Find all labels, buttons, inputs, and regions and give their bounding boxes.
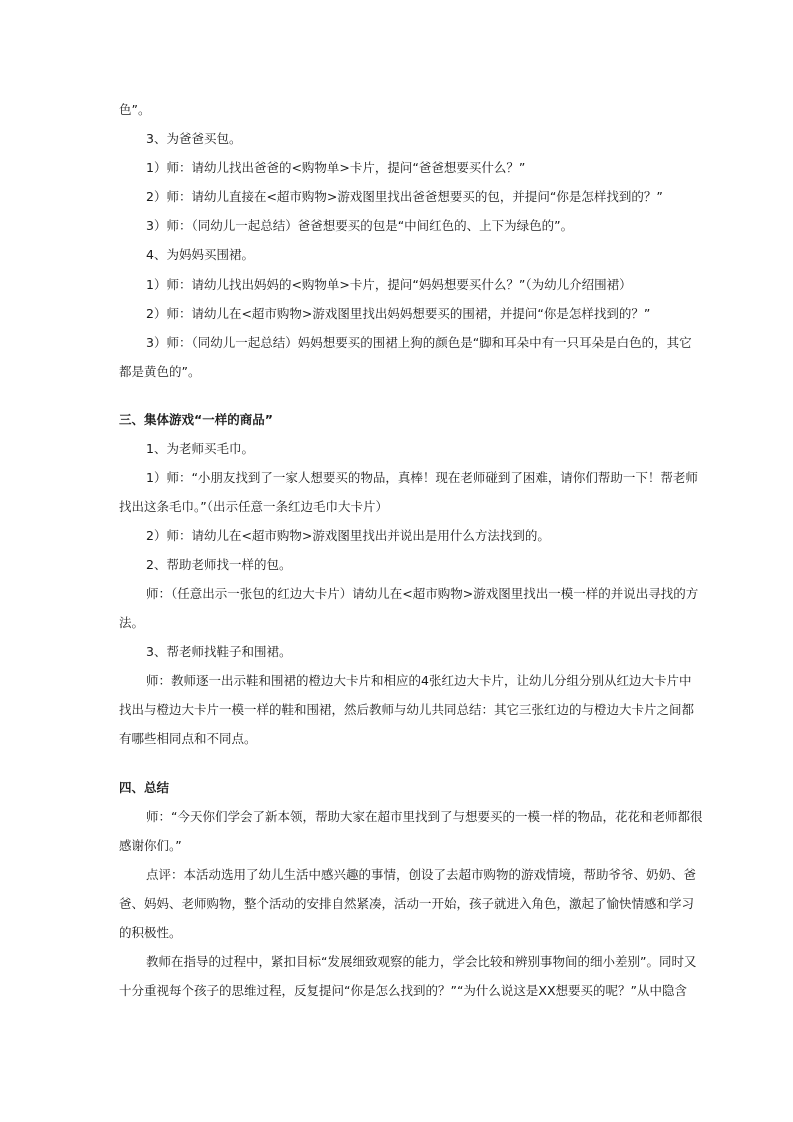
- text-line: 3、为爸爸买包。: [146, 131, 242, 146]
- text-line: 爸、妈妈、老师购物，整个活动的安排自然紧凑，活动一开始，孩子就进入角色，激起了愉快情感和学习: [119, 896, 695, 911]
- text-line: 教师在指导的过程中，紧扣目标“发展细致观察的能力，学会比较和辨别事物间的细小差别”。同时又: [146, 954, 697, 969]
- text-line: 有哪些相同点和不同点。: [119, 731, 257, 746]
- text-line: 点评：本活动选用了幼儿生活中感兴趣的事情，创设了去超市购物的游戏情境，帮助爷爷、奶奶、爸: [146, 867, 697, 882]
- text-line: 感谢你们。”: [119, 838, 182, 853]
- section-heading: 四、总结: [119, 780, 170, 795]
- text-line: 3、帮老师找鞋子和围裙。: [146, 644, 292, 659]
- text-line: 师：教师逐一出示鞋和围裙的橙边大卡片和相应的4张红边大卡片，让幼儿分组分别从红边大卡片中: [146, 673, 692, 688]
- text-line: 2、帮助老师找一样的包。: [146, 557, 292, 572]
- text-line: 的积极性。: [119, 925, 182, 940]
- text-line: 4、为妈妈买围裙。: [146, 247, 254, 262]
- text-line: 1）师：请幼儿找出爸爸的<购物单>卡片，提问“爸爸想要买什么？”: [146, 160, 526, 175]
- text-line: 师：“今天你们学会了新本领，帮助大家在超市里找到了与想要买的一模一样的物品，花花和老师都很: [146, 809, 703, 824]
- text-line: 找出这条毛巾。”（出示任意一条红边毛巾大卡片）: [119, 499, 388, 514]
- text-line: 2）师：请幼儿在<超市购物>游戏图里找出并说出是用什么方法找到的。: [146, 528, 550, 543]
- text-line: 法。: [119, 615, 145, 630]
- text-line: 师：（任意出示一张包的红边大卡片）请幼儿在<超市购物>游戏图里找出一模一样的并说出寻找的方: [146, 586, 699, 601]
- text-line: 找出与橙边大卡片一模一样的鞋和围裙，然后教师与幼儿共同总结：其它三张红边的与橙边大卡片之间都: [119, 702, 695, 717]
- text-line: 3）师：（同幼儿一起总结）爸爸想要买的包是“中间红色的、上下为绿色的”。: [146, 218, 574, 233]
- text-line: 2）师：请幼儿在<超市购物>游戏图里找出妈妈想要买的围裙，并提问“你是怎样找到的？”: [146, 306, 651, 321]
- section-heading: 三、集体游戏“一样的商品”: [119, 412, 273, 427]
- text-line: 1）师：“小朋友找到了一家人想要买的物品，真棒！现在老师碰到了困难，请你们帮助一下！帮老师: [146, 470, 698, 485]
- text-line: 都是黄色的”。: [119, 364, 201, 379]
- text-line: 1、为老师买毛巾。: [146, 441, 254, 456]
- text-line: 十分重视每个孩子的思维过程，反复提问“你是怎么找到的？”“为什么说这是XX想要买的呢？”从中隐含: [119, 983, 688, 998]
- text-line: 色”。: [119, 102, 151, 117]
- text-line: 1）师：请幼儿找出妈妈的<购物单>卡片，提问“妈妈想要买什么？”（为幼儿介绍围裙）: [146, 277, 632, 292]
- text-line: 3）师：（同幼儿一起总结）妈妈想要买的围裙上狗的颜色是“脚和耳朵中有一只耳朵是白色的，其它: [146, 335, 692, 350]
- text-line: 2）师：请幼儿直接在<超市购物>游戏图里找出爸爸想要买的包，并提问“你是怎样找到的？”: [146, 189, 663, 204]
